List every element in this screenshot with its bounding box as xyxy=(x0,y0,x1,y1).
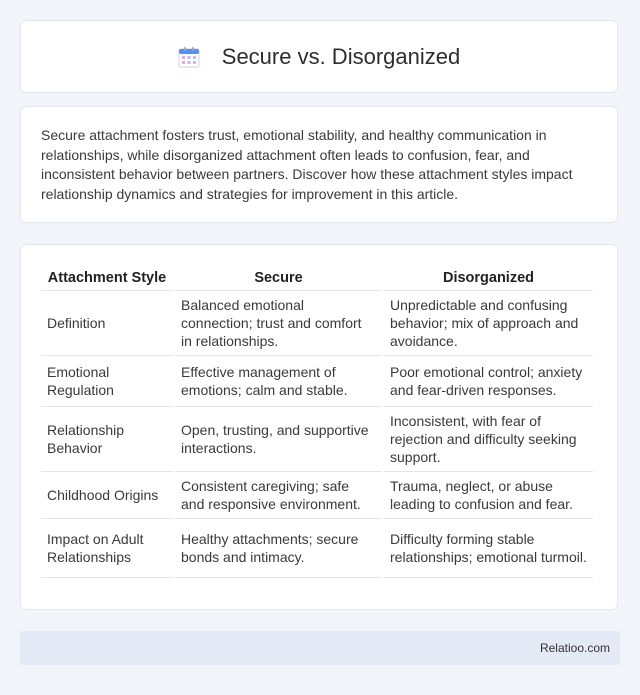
secure-cell: Healthy attachments; secure bonds and intimacy. xyxy=(175,519,382,578)
table-row xyxy=(41,472,593,519)
row-label: Childhood Origins xyxy=(41,472,173,519)
row-label: Emotional Regulation xyxy=(41,356,173,407)
table-row xyxy=(41,291,593,356)
footer xyxy=(20,631,620,665)
intro-card xyxy=(20,106,618,223)
table-row xyxy=(41,519,593,578)
table-row xyxy=(41,356,593,407)
disorganized-cell: Trauma, neglect, or abuse leading to confusion and fear. xyxy=(384,472,593,519)
secure-cell: Balanced emotional connection; trust and comfort in relationships. xyxy=(175,291,382,356)
disorganized-cell: Poor emotional control; anxiety and fear-driven responses. xyxy=(384,356,593,407)
secure-cell: Consistent caregiving; safe and responsive environment. xyxy=(175,472,382,519)
calendar-icon xyxy=(178,46,200,68)
comparison-table xyxy=(39,263,595,578)
column-header-disorganized: Disorganized xyxy=(384,263,593,291)
row-label: Definition xyxy=(41,291,173,356)
page-title: Secure vs. Disorganized xyxy=(221,43,461,69)
column-header-secure: Secure xyxy=(175,263,382,291)
column-header-attachment-style: Attachment Style xyxy=(41,263,173,291)
table-header-row xyxy=(41,263,593,291)
disorganized-cell: Difficulty forming stable relationships; emotional turmoil. xyxy=(384,519,593,578)
title-card xyxy=(20,20,618,93)
intro-paragraph: Secure attachment fosters trust, emotional stability, and healthy communication in relationships, while disorganized attachment often leads to confusion, fear, and inconsistent behavior between partners. Discover how these attachment styles impact relationship dynamics and strategies for improvement in this article. xyxy=(41,127,573,202)
disorganized-cell: Inconsistent, with fear of rejection and difficulty seeking support. xyxy=(384,407,593,472)
row-label: Relationship Behavior xyxy=(41,407,173,472)
footer-brand: Relatioo.com xyxy=(539,641,610,655)
comparison-card xyxy=(20,244,618,610)
table-row xyxy=(41,407,593,472)
secure-cell: Open, trusting, and supportive interactions. xyxy=(175,407,382,472)
row-label: Impact on Adult Relationships xyxy=(41,519,173,578)
secure-cell: Effective management of emotions; calm and stable. xyxy=(175,356,382,407)
disorganized-cell: Unpredictable and confusing behavior; mix of approach and avoidance. xyxy=(384,291,593,356)
